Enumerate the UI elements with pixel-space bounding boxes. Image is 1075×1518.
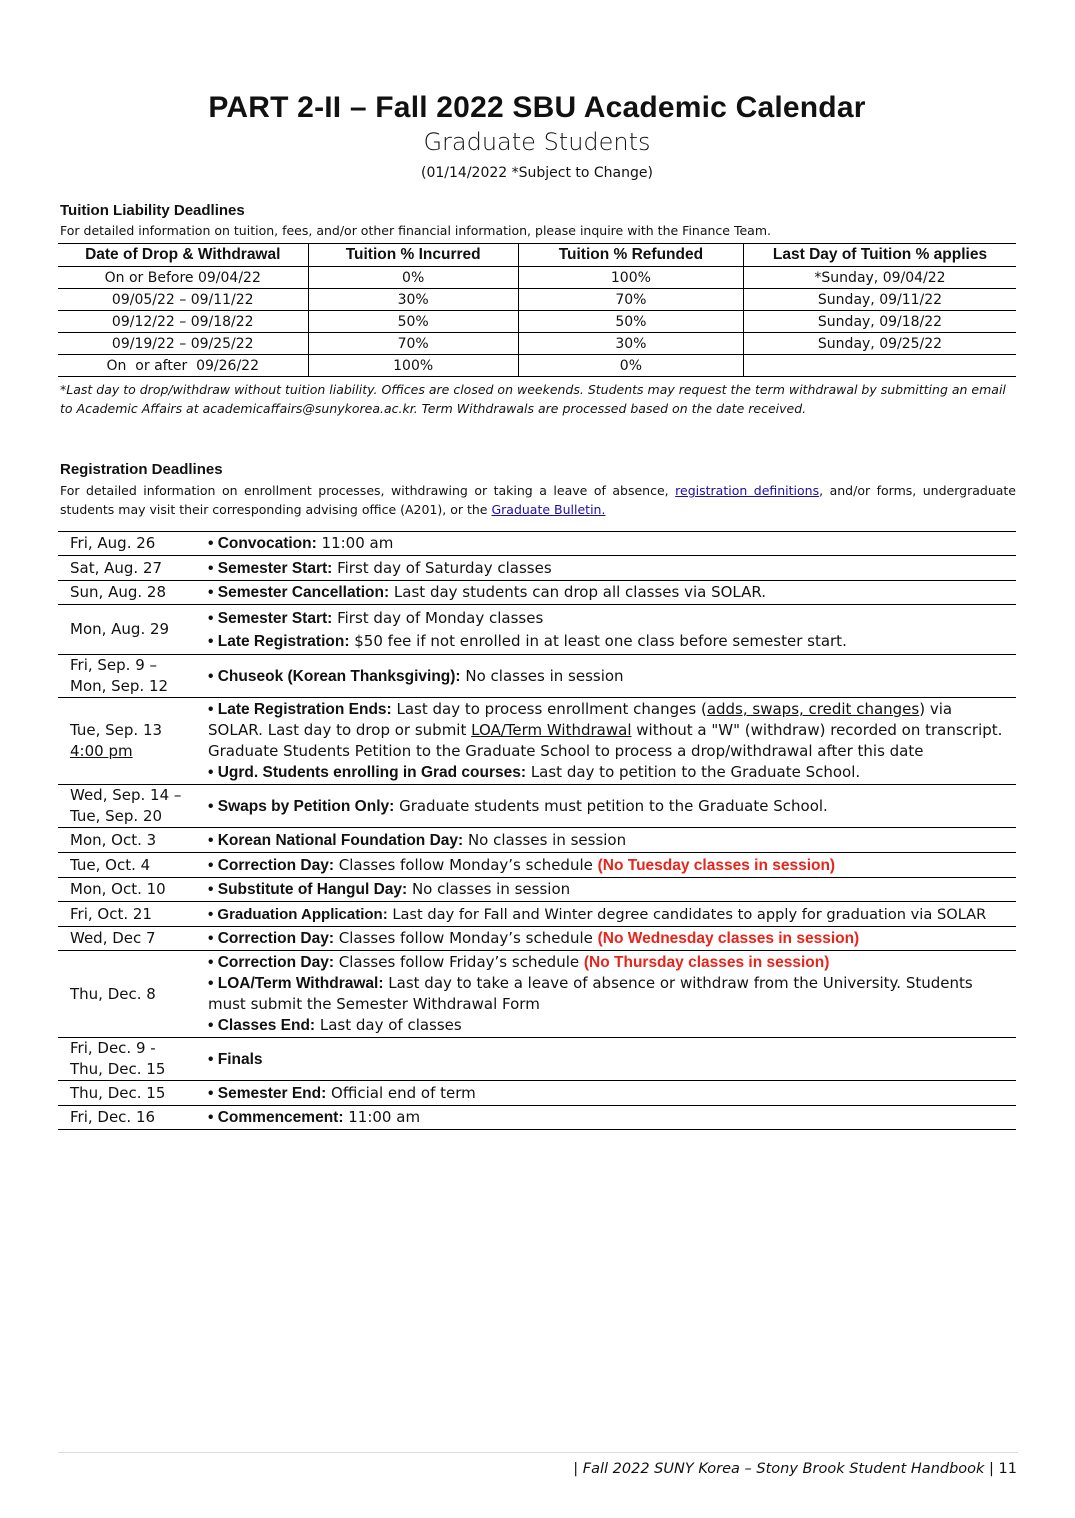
event-label: • Semester Start: — [208, 559, 333, 577]
table-cell: 50% — [308, 311, 518, 333]
table-cell: 30% — [518, 333, 743, 355]
graduate-bulletin-link[interactable]: Graduate Bulletin. — [491, 502, 606, 517]
event-text: 11:00 am — [343, 1108, 421, 1126]
event-label: • Korean National Foundation Day: — [208, 831, 464, 849]
table-cell — [744, 355, 1016, 377]
event-text: Graduate Students Petition to the Graduate School to process a drop/withdrawal after this date — [208, 742, 924, 760]
table-row — [58, 556, 1016, 581]
footnote-line: to Academic Affairs at academicaffairs@sunykorea.ac.kr. Term Withdrawals are processed based on the date received. — [60, 401, 807, 416]
table-cell: 70% — [518, 289, 743, 311]
event-text: Last day of classes — [315, 1016, 462, 1034]
event-text: 11:00 am — [316, 534, 394, 552]
event-description — [208, 1081, 1016, 1106]
event-label: • Semester Cancellation: — [208, 584, 390, 601]
tuition-footnote — [60, 380, 1020, 418]
table-cell: 50% — [518, 311, 743, 333]
table-row — [58, 267, 1016, 289]
table-row — [58, 927, 1016, 951]
event-text: Last day students can drop all classes via SOLAR. — [389, 583, 767, 601]
table-row — [58, 333, 1016, 355]
table-cell: 30% — [308, 289, 518, 311]
registration-definitions-link[interactable]: registration definitions — [675, 483, 820, 498]
event-text: Last day to take a leave of absence or withdraw from the University. Students — [383, 974, 973, 992]
event-text: No classes in session — [407, 880, 571, 898]
event-date: Fri, Oct. 21 — [58, 902, 208, 927]
event-label: • Late Registration Ends: — [208, 701, 392, 718]
tuition-header-row — [58, 244, 1016, 267]
event-label: • Correction Day: — [208, 954, 335, 971]
event-text: Graduate students must petition to the Graduate School. — [394, 796, 828, 815]
table-cell: 100% — [308, 355, 518, 377]
tuition-description: For detailed information on tuition, fees, and/or other financial information, please inquire with the Finance Team. — [60, 223, 771, 238]
event-description — [208, 1106, 1016, 1130]
tuition-table — [58, 243, 1016, 377]
event-label: • Chuseok (Korean Thanksgiving): — [208, 667, 461, 685]
event-label: • Correction Day: — [208, 856, 335, 874]
event-date: Fri, Aug. 26 — [58, 532, 208, 556]
event-label: • Classes End: — [208, 1017, 316, 1034]
event-description — [208, 927, 1016, 951]
registration-heading: Registration Deadlines — [60, 461, 223, 478]
date-line: Fri, Sep. 9 – — [70, 656, 158, 674]
event-text: Classes follow Monday’s schedule — [334, 855, 598, 874]
event-text: No classes in session — [463, 830, 627, 849]
footer-bar: | — [573, 1461, 579, 1477]
table-row — [58, 289, 1016, 311]
table-cell: 09/19/22 – 09/25/22 — [58, 333, 308, 355]
event-label: • LOA/Term Withdrawal: — [208, 975, 384, 992]
event-text: Official end of term — [326, 1083, 476, 1102]
event-label: • Commencement: — [208, 1109, 344, 1126]
date-line: Wed, Sep. 14 – — [70, 786, 182, 804]
event-text: First day of Monday classes — [332, 608, 544, 627]
column-header: Tuition % Refunded — [518, 244, 743, 267]
event-label: • Correction Day: — [208, 930, 335, 947]
event-text: Classes follow Friday’s schedule — [334, 953, 584, 971]
event-date — [58, 785, 208, 828]
page-number: | 11 — [984, 1461, 1017, 1477]
event-text: First day of Saturday classes — [332, 558, 552, 577]
table-row — [58, 698, 1016, 785]
event-text: must submit the Semester Withdrawal Form — [208, 995, 540, 1013]
table-row — [58, 1106, 1016, 1130]
event-description — [208, 605, 1016, 655]
event-text: $50 fee if not enrolled in at least one class before semester start. — [349, 631, 847, 650]
table-row — [58, 878, 1016, 902]
event-label: • Semester Start: — [208, 609, 333, 627]
table-row — [58, 532, 1016, 556]
table-cell: 09/05/22 – 09/11/22 — [58, 289, 308, 311]
event-date: Mon, Oct. 3 — [58, 828, 208, 853]
desc-text: , and/or forms, undergraduate students may visit their corresponding advising office (A201), or the — [60, 483, 1016, 517]
date-line: Fri, Dec. 9 - — [70, 1039, 156, 1057]
table-cell: On or after 09/26/22 — [58, 355, 308, 377]
event-description — [208, 853, 1016, 878]
no-class-notice: (No Wednesday classes in session) — [597, 930, 860, 947]
time-line: 4:00 pm — [70, 742, 133, 760]
event-text: Last day to process enrollment changes ( — [391, 700, 707, 718]
date-line: Thu, Dec. 15 — [70, 1060, 166, 1078]
event-description — [208, 532, 1016, 556]
no-class-notice: (No Tuesday classes in session) — [597, 856, 836, 874]
event-description — [208, 828, 1016, 853]
event-date: Mon, Oct. 10 — [58, 878, 208, 902]
table-row — [58, 1081, 1016, 1106]
event-date: Sun, Aug. 28 — [58, 581, 208, 605]
event-date — [58, 698, 208, 785]
event-label: • Convocation: — [208, 535, 317, 552]
table-row — [58, 581, 1016, 605]
event-description — [208, 1038, 1016, 1081]
table-cell: 0% — [518, 355, 743, 377]
date-line: Tue, Sep. 20 — [70, 807, 163, 825]
event-date: Mon, Aug. 29 — [58, 605, 208, 655]
event-text: SOLAR. Last day to drop or submit — [208, 721, 472, 739]
table-cell: Sunday, 09/18/22 — [744, 311, 1016, 333]
event-label: • Ugrd. Students enrolling in Grad courses: — [208, 764, 527, 781]
event-date — [58, 1038, 208, 1081]
table-row — [58, 951, 1016, 1038]
table-row — [58, 1038, 1016, 1081]
table-row — [58, 785, 1016, 828]
footer-text: Fall 2022 SUNY Korea – Stony Brook Student Handbook — [578, 1461, 985, 1477]
event-text: No classes in session — [460, 666, 624, 685]
table-cell: Sunday, 09/11/22 — [744, 289, 1016, 311]
event-date — [58, 655, 208, 698]
event-date: Thu, Dec. 15 — [58, 1081, 208, 1106]
event-description — [208, 698, 1016, 785]
desc-text: For detailed information on enrollment processes, withdrawing or taking a leave of absence, — [60, 483, 676, 498]
table-cell: *Sunday, 09/04/22 — [744, 267, 1016, 289]
date-line: Mon, Sep. 12 — [70, 677, 169, 695]
event-date: Wed, Dec 7 — [58, 927, 208, 951]
table-row — [58, 605, 1016, 655]
page-title: PART 2-II – Fall 2022 SBU Academic Calendar — [208, 91, 866, 124]
event-label: • Late Registration: — [208, 632, 350, 650]
event-text: Last day to petition to the Graduate School. — [526, 763, 861, 781]
tuition-heading: Tuition Liability Deadlines — [60, 202, 245, 219]
column-header: Last Day of Tuition % applies — [744, 244, 1016, 267]
event-description — [208, 785, 1016, 828]
event-label: • Graduation Application: — [208, 905, 388, 923]
column-header: Tuition % Incurred — [308, 244, 518, 267]
event-text-underlined: LOA/Term Withdrawal — [471, 721, 632, 739]
event-description — [208, 878, 1016, 902]
event-date: Sat, Aug. 27 — [58, 556, 208, 581]
event-text-underlined: adds, swaps, credit changes — [706, 700, 920, 718]
no-class-notice: (No Thursday classes in session) — [583, 954, 830, 971]
event-description — [208, 951, 1016, 1038]
event-text: without a "W" (withdraw) recorded on transcript. — [631, 721, 1003, 739]
registration-table — [58, 531, 1016, 1130]
event-description — [208, 902, 1016, 927]
event-description — [208, 655, 1016, 698]
event-description — [208, 581, 1016, 605]
table-row — [58, 853, 1016, 878]
table-row — [58, 655, 1016, 698]
table-cell: 70% — [308, 333, 518, 355]
column-header: Date of Drop & Withdrawal — [58, 244, 308, 267]
event-label: • Substitute of Hangul Day: — [208, 881, 408, 898]
footer-divider — [58, 1452, 1018, 1453]
event-text: ) via — [919, 700, 953, 718]
date-line: Tue, Sep. 13 — [70, 721, 163, 739]
table-cell: 09/12/22 – 09/18/22 — [58, 311, 308, 333]
registration-description — [60, 481, 1016, 519]
table-cell: 100% — [518, 267, 743, 289]
table-row — [58, 311, 1016, 333]
table-row — [58, 828, 1016, 853]
event-text: Classes follow Monday’s schedule — [334, 929, 598, 947]
page-footer — [573, 1461, 1017, 1477]
event-label: • Finals — [208, 1050, 263, 1068]
event-description — [208, 556, 1016, 581]
table-row — [58, 355, 1016, 377]
event-date: Thu, Dec. 8 — [58, 951, 208, 1038]
table-cell: 0% — [308, 267, 518, 289]
event-date: Tue, Oct. 4 — [58, 853, 208, 878]
event-text: Last day for Fall and Winter degree candidates to apply for graduation via SOLAR — [387, 905, 987, 923]
event-label: • Semester End: — [208, 1084, 327, 1102]
table-cell: Sunday, 09/25/22 — [744, 333, 1016, 355]
table-cell: On or Before 09/04/22 — [58, 267, 308, 289]
date-note: (01/14/2022 *Subject to Change) — [421, 165, 653, 181]
page-subtitle: Graduate Students — [423, 128, 651, 156]
footnote-line: *Last day to drop/withdraw without tuition liability. Offices are closed on weekends. Students may request the term withdrawal by submitting an email — [60, 382, 1006, 397]
event-date: Fri, Dec. 16 — [58, 1106, 208, 1130]
table-row — [58, 902, 1016, 927]
event-label: • Swaps by Petition Only: — [208, 797, 395, 815]
